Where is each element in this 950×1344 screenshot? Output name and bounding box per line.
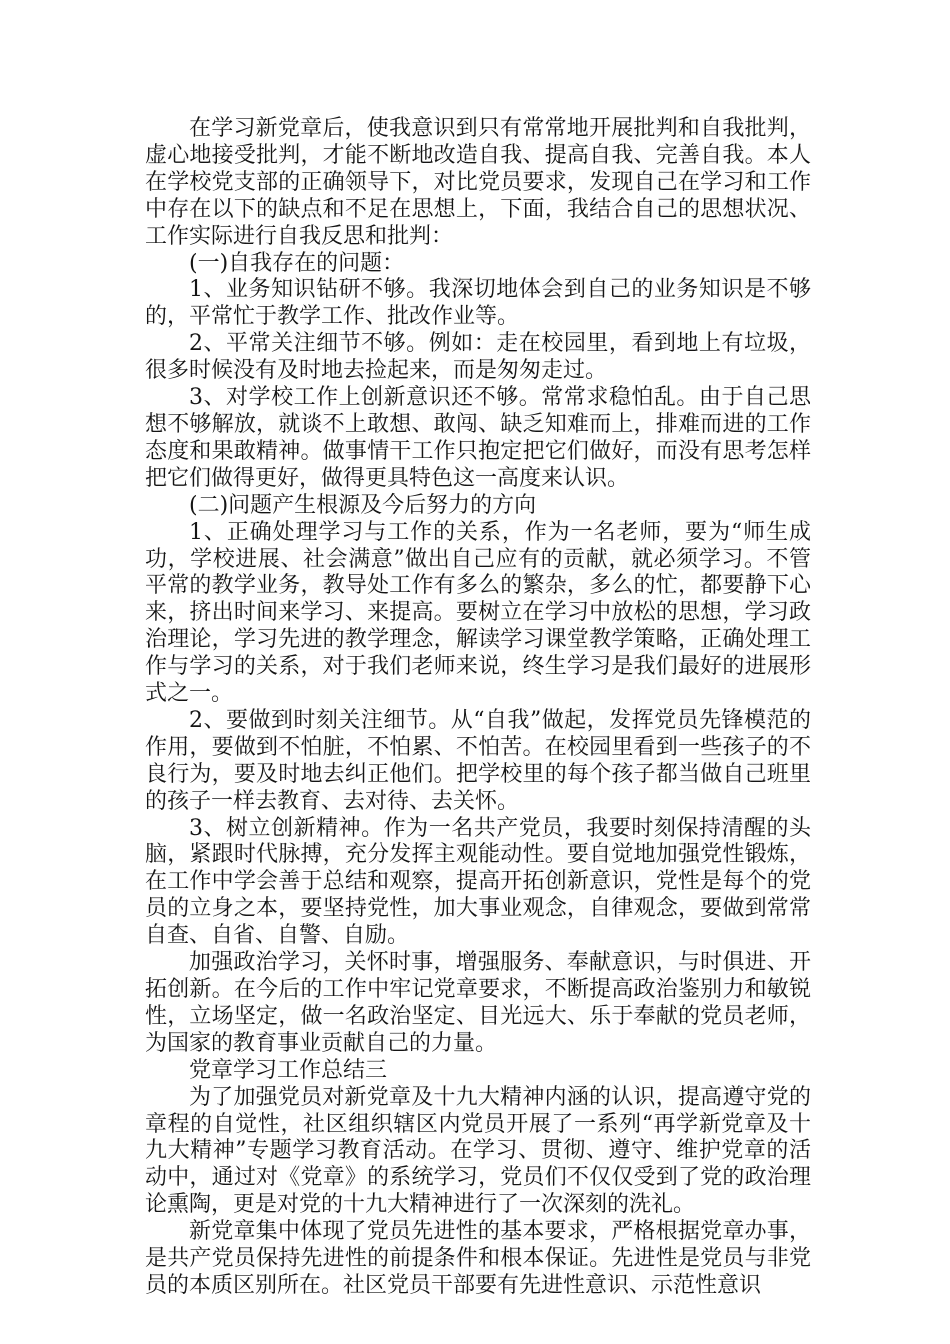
paragraph-direction-2: 2、要做到时刻关注细节。从“自我”做起，发挥党员先锋模范的作用，要做到不怕脏，不怕累、不怕苦。在校园里看到一些孩子的不良行为，要及时地去纠正他们。把学校里的每个孩子都当做自己班里的孩子一样去教育、去对待、去关怀。 xyxy=(145,707,811,814)
paragraph-problem-1: 1、业务知识钻研不够。我深切地体会到自己的业务知识是不够的，平常忙于教学工作、批改作业等。 xyxy=(145,277,811,330)
paragraph-problem-2: 2、平常关注细节不够。例如：走在校园里，看到地上有垃圾，很多时候没有及时地去捡起来，而是匆匆走过。 xyxy=(145,331,811,384)
paragraph-section3-intro: 为了加强党员对新党章及十九大精神内涵的认识，提高遵守党的章程的自觉性，社区组织辖区内党员开展了一系列“再学新党章及十九大精神”专题学习教育活动。在学习、贯彻、遵守、维护党章的活动中，通过对《党章》的系统学习，党员们不仅仅受到了党的政治理论熏陶，更是对党的十九大精神进行了一次深刻的洗礼。 xyxy=(145,1084,811,1218)
paragraph-intro: 在学习新党章后，使我意识到只有常常地开展批判和自我批判，虚心地接受批判，才能不断地改造自我、提高自我、完善自我。本人在学校党支部的正确领导下，对比党员要求，发现自己在学习和工作中存在以下的缺点和不足在思想上，下面，我结合自己的思想状况、工作实际进行自我反思和批判： xyxy=(145,116,811,249)
paragraph-direction-1: 1、正确处理学习与工作的关系，作为一名老师，要为“师生成功，学校进展、社会满意”做出自己应有的贡献，就必须学习。不管平常的教学业务，教导处工作有多么的繁杂，多么的忙，都要静下心来，挤出时间来学习、来提高。要树立在学习中放松的思想，学习政治理论，学习先进的教学理念，解读学习课堂教学策略，正确处理工作与学习的关系，对于我们老师来说，终生学习是我们最好的进展形式之一。 xyxy=(145,519,811,707)
paragraph-section-title: 党章学习工作总结三 xyxy=(189,1057,388,1083)
paragraph-heading-problems: (一)自我存在的问题： xyxy=(189,250,405,276)
paragraph-section3-body: 新党章集中体现了党员先进性的基本要求，严格根据党章办事，是共产党员保持先进性的前提条件和根本保证。先进性是党员与非党员的本质区别所在。社区党员干部要有先进性意识、示范性意识 xyxy=(145,1219,811,1298)
document-page xyxy=(145,116,811,1300)
paragraph-political-study: 加强政治学习，关怀时事，增强服务、奉献意识，与时俱进、开拓创新。在今后的工作中牢记党章要求，不断提高政治鉴别力和敏锐性，立场坚定，做一名政治坚定、目光远大、乐于奉献的党员老师，为国家的教育事业贡献自己的力量。 xyxy=(145,950,811,1056)
paragraph-direction-3: 3、树立创新精神。作为一名共产党员，我要时刻保持清醒的头脑，紧跟时代脉搏，充分发挥主观能动性。要自觉地加强党性锻炼，在工作中学会善于总结和观察，提高开拓创新意识，党性是每个的党员的立身之本，要坚持党性，加大事业观念，自律观念，要做到常常自查、自省、自警、自励。 xyxy=(145,815,811,949)
paragraph-problem-3: 3、对学校工作上创新意识还不够。常常求稳怕乱。由于自己思想不够解放，就谈不上敢想、敢闯、缺乏知难而上，排难而进的工作态度和果敢精神。做事情干工作只抱定把它们做好，而没有思考怎样把它们做得更好，做得更具特色这一高度来认识。 xyxy=(145,385,811,491)
paragraph-heading-direction: (二)问题产生根源及今后努力的方向 xyxy=(189,492,537,518)
